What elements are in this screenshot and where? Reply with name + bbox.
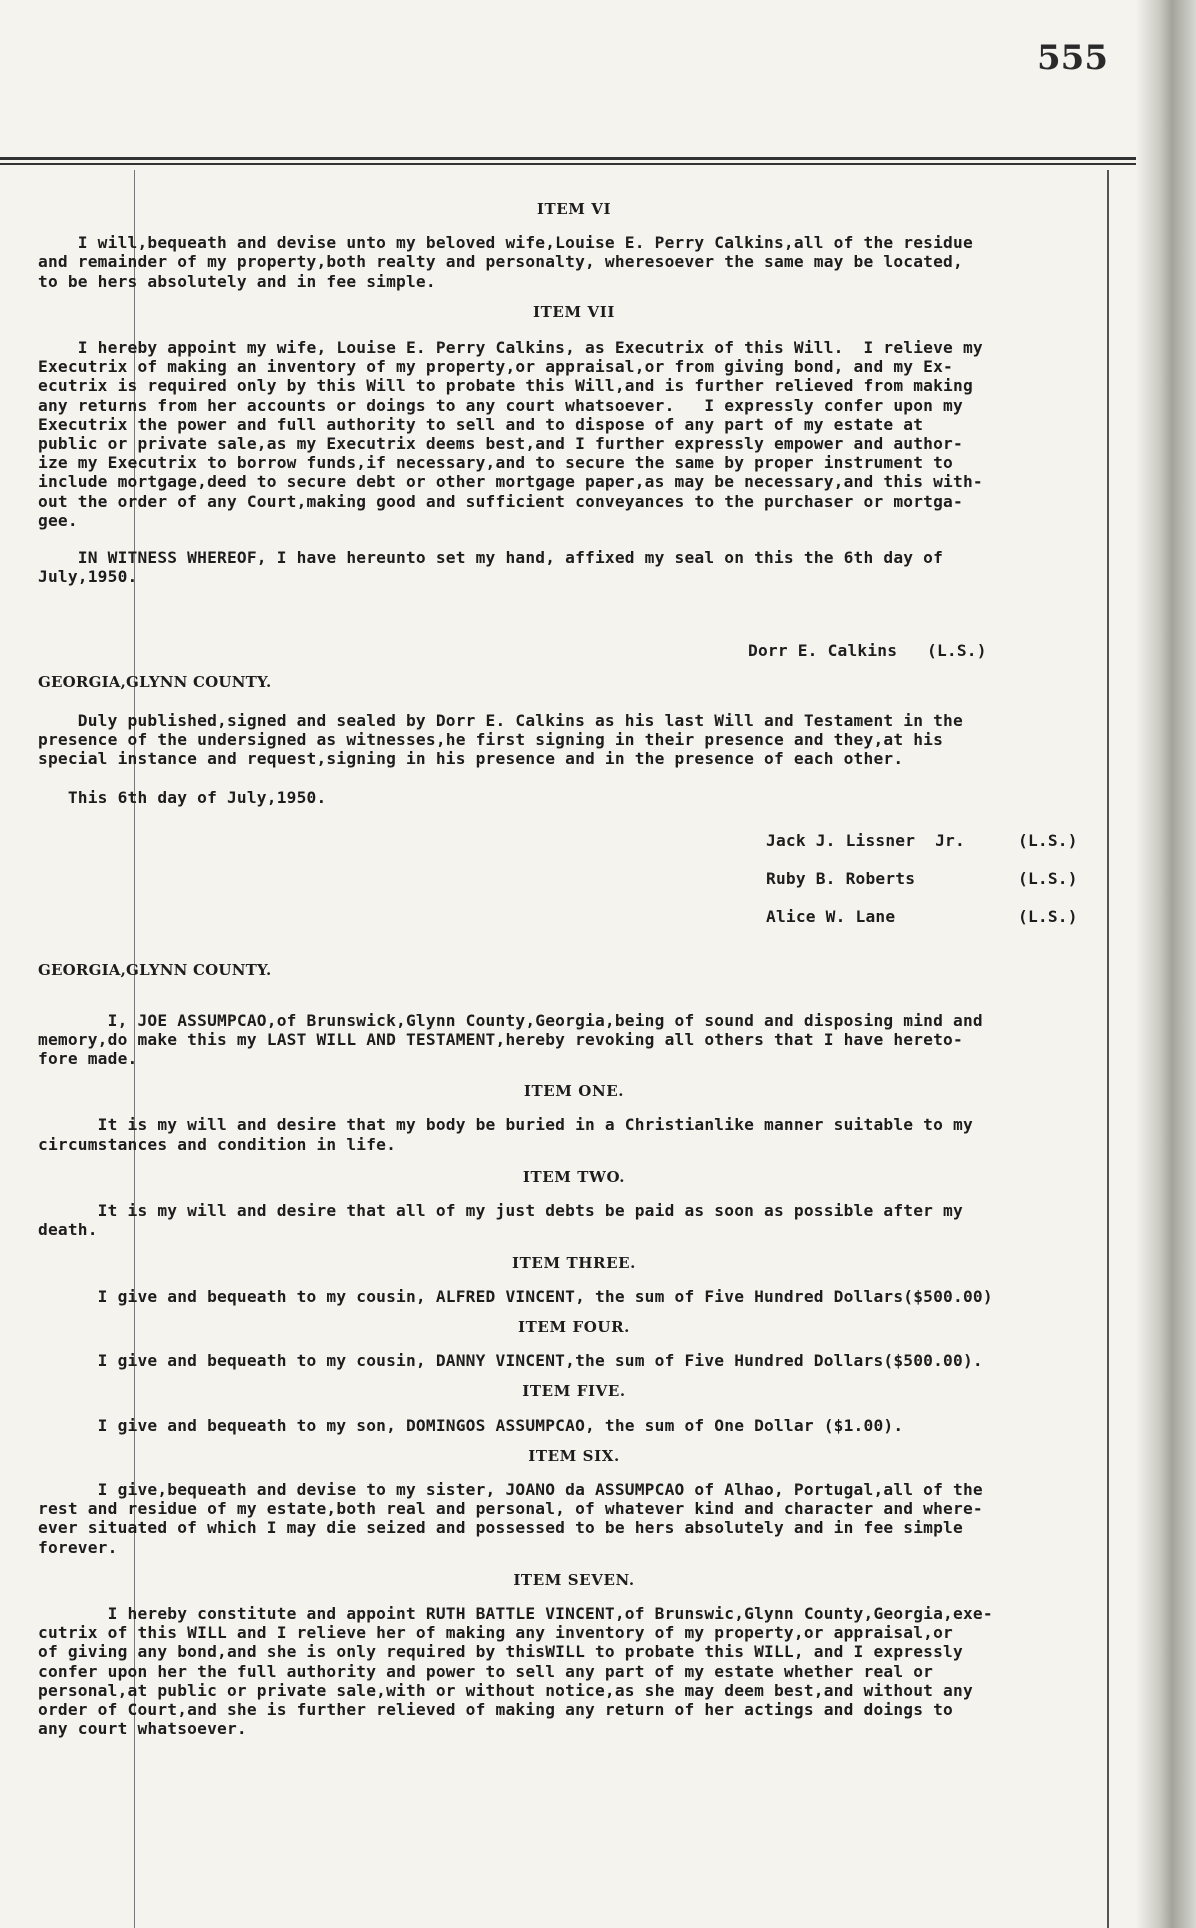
text-line: I give,bequeath and devise to my sister, JOANO da ASSUMPCAO of Alhao, Portugal,all of the bbox=[38, 1479, 983, 1499]
signature-text: Dorr E. Calkins (L.S.) bbox=[748, 640, 987, 660]
item-paragraph bbox=[38, 338, 1110, 530]
text-line: death. bbox=[38, 1220, 98, 1240]
item-heading: ITEM SIX. bbox=[528, 1446, 620, 1465]
witness-row bbox=[38, 831, 1110, 869]
witness-name: Alice W. Lane bbox=[766, 907, 896, 927]
county-heading: GEORGIA,GLYNN COUNTY. bbox=[38, 961, 272, 980]
text-line: of giving any bond,and she is only required by thisWILL to probate this WILL, and I expressly bbox=[38, 1642, 963, 1662]
witness-name: Jack J. Lissner Jr. bbox=[766, 831, 965, 851]
witness-row bbox=[38, 869, 1110, 907]
item-heading: ITEM FOUR. bbox=[518, 1317, 630, 1336]
county-heading: GEORGIA,GLYNN COUNTY. bbox=[38, 673, 272, 692]
testator-signature bbox=[38, 621, 1110, 660]
text-line: order of Court,and she is further relieved of making any return of her actings and doings to bbox=[38, 1699, 954, 1719]
preamble bbox=[38, 1011, 1110, 1069]
item-heading: ITEM TWO. bbox=[522, 1167, 626, 1186]
text-line: and remainder of my property,both realty and personalty, wheresoever the same may be located, bbox=[38, 252, 963, 272]
item-heading: ITEM VI bbox=[536, 200, 612, 218]
text-line: rest and residue of my estate,both real and personal, of whatever kind and character and where- bbox=[38, 1499, 983, 1519]
text-line: I, JOE ASSUMPCAO,of Brunswick,Glynn County,Georgia,being of sound and disposing mind and bbox=[38, 1010, 983, 1030]
witness-clause bbox=[38, 548, 1110, 586]
text-line: presence of the undersigned as witnesses,he first signing in their presence and they,at his bbox=[38, 729, 944, 749]
text-line: I hereby constitute and appoint RUTH BATTLE VINCENT,of Brunswic,Glynn County,Georgia,exe- bbox=[38, 1603, 993, 1623]
text-line: ecutrix is required only by this Will to probate this Will,and is further relieved from making bbox=[38, 376, 973, 396]
witness-list bbox=[38, 831, 1110, 945]
header-rule bbox=[0, 157, 1136, 160]
text-line: memory,do make this my LAST WILL AND TESTAMENT,hereby revoking all others that I have hereto- bbox=[38, 1029, 963, 1049]
page-number: 555 bbox=[1037, 38, 1108, 78]
item-heading: ITEM SEVEN. bbox=[513, 1570, 635, 1589]
witness-seal: (L.S.) bbox=[1018, 869, 1078, 889]
text-line: It is my will and desire that my body be buried in a Christianlike manner suitable to my bbox=[38, 1115, 973, 1135]
text-line: I give and bequeath to my cousin, ALFRED VINCENT, the sum of Five Hundred Dollars($500.00) bbox=[38, 1286, 993, 1306]
page-binding-edge bbox=[1136, 0, 1196, 1928]
text-line: fore made. bbox=[38, 1049, 138, 1069]
text-line: I will,bequeath and devise unto my beloved wife,Louise E. Perry Calkins,all of the residue bbox=[38, 233, 973, 253]
text-line: any court whatsoever. bbox=[38, 1719, 247, 1739]
text-line: July,1950. bbox=[38, 567, 138, 587]
text-line: IN WITNESS WHEREOF, I have hereunto set my hand, affixed my seal on this the 6th day of bbox=[38, 548, 944, 568]
text-line: any returns from her accounts or doings to any court whatsoever. I expressly confer upon my bbox=[38, 395, 963, 415]
text-line: Executrix of making an inventory of my property,or appraisal,or from giving bond, and my Ex- bbox=[38, 357, 954, 377]
text-line: confer upon her the full authority and power to sell any part of my estate whether real or bbox=[38, 1661, 934, 1681]
text-line: out the order of any Court,making good and sufficient conveyances to the purchaser or mortga- bbox=[38, 491, 963, 511]
text-line: Duly published,signed and sealed by Dorr E. Calkins as his last Will and Testament in the bbox=[38, 710, 963, 730]
text-line: circumstances and condition in life. bbox=[38, 1134, 397, 1154]
text-line: I give and bequeath to my cousin, DANNY VINCENT,the sum of Five Hundred Dollars($500.00). bbox=[38, 1351, 983, 1371]
text-line: forever. bbox=[38, 1537, 118, 1557]
text-line: ever situated of which I may die seized and possessed to be hers absolutely and in fee simple bbox=[38, 1518, 963, 1538]
witness-row bbox=[38, 907, 1110, 945]
text-line: It is my will and desire that all of my just debts be paid as soon as possible after my bbox=[38, 1201, 963, 1221]
header-rule bbox=[0, 163, 1136, 165]
attestation-clause bbox=[38, 711, 1110, 769]
text-line: I hereby appoint my wife, Louise E. Perry Calkins, as Executrix of this Will. I relieve my bbox=[38, 338, 983, 358]
text-line: I give and bequeath to my son, DOMINGOS ASSUMPCAO, the sum of One Dollar ($1.00). bbox=[38, 1415, 904, 1435]
record-text bbox=[38, 200, 1110, 1738]
witness-seal: (L.S.) bbox=[1018, 831, 1078, 851]
item-paragraph bbox=[38, 233, 1110, 291]
item-heading: ITEM ONE. bbox=[523, 1082, 625, 1101]
witness-seal: (L.S.) bbox=[1018, 907, 1078, 927]
text-line: include mortgage,deed to secure debt or other mortgage paper,as may be necessary,and this with- bbox=[38, 472, 983, 492]
text-line: personal,at public or private sale,with or without notice,as she may deem best,and without any bbox=[38, 1680, 973, 1700]
text-line: Executrix the power and full authority to sell and to dispose of any part of my estate at bbox=[38, 414, 924, 434]
text-line: gee. bbox=[38, 510, 78, 530]
text-line: ize my Executrix to borrow funds,if necessary,and to secure the same by proper instrument to bbox=[38, 453, 954, 473]
date-line: This 6th day of July,1950. bbox=[38, 788, 327, 808]
witness-name: Ruby B. Roberts bbox=[766, 869, 916, 889]
text-line: to be hers absolutely and in fee simple. bbox=[38, 271, 436, 291]
text-line: public or private sale,as my Executrix deems best,and I further expressly empower and author- bbox=[38, 434, 963, 454]
text-line: special instance and request,signing in his presence and in the presence of each other. bbox=[38, 749, 904, 769]
item-heading: ITEM THREE. bbox=[512, 1253, 636, 1272]
text-line: cutrix of this WILL and I relieve her of making any inventory of my property,or appraisal,or bbox=[38, 1623, 954, 1643]
item-heading: ITEM VII bbox=[533, 302, 615, 321]
item-heading: ITEM FIVE. bbox=[522, 1382, 626, 1401]
